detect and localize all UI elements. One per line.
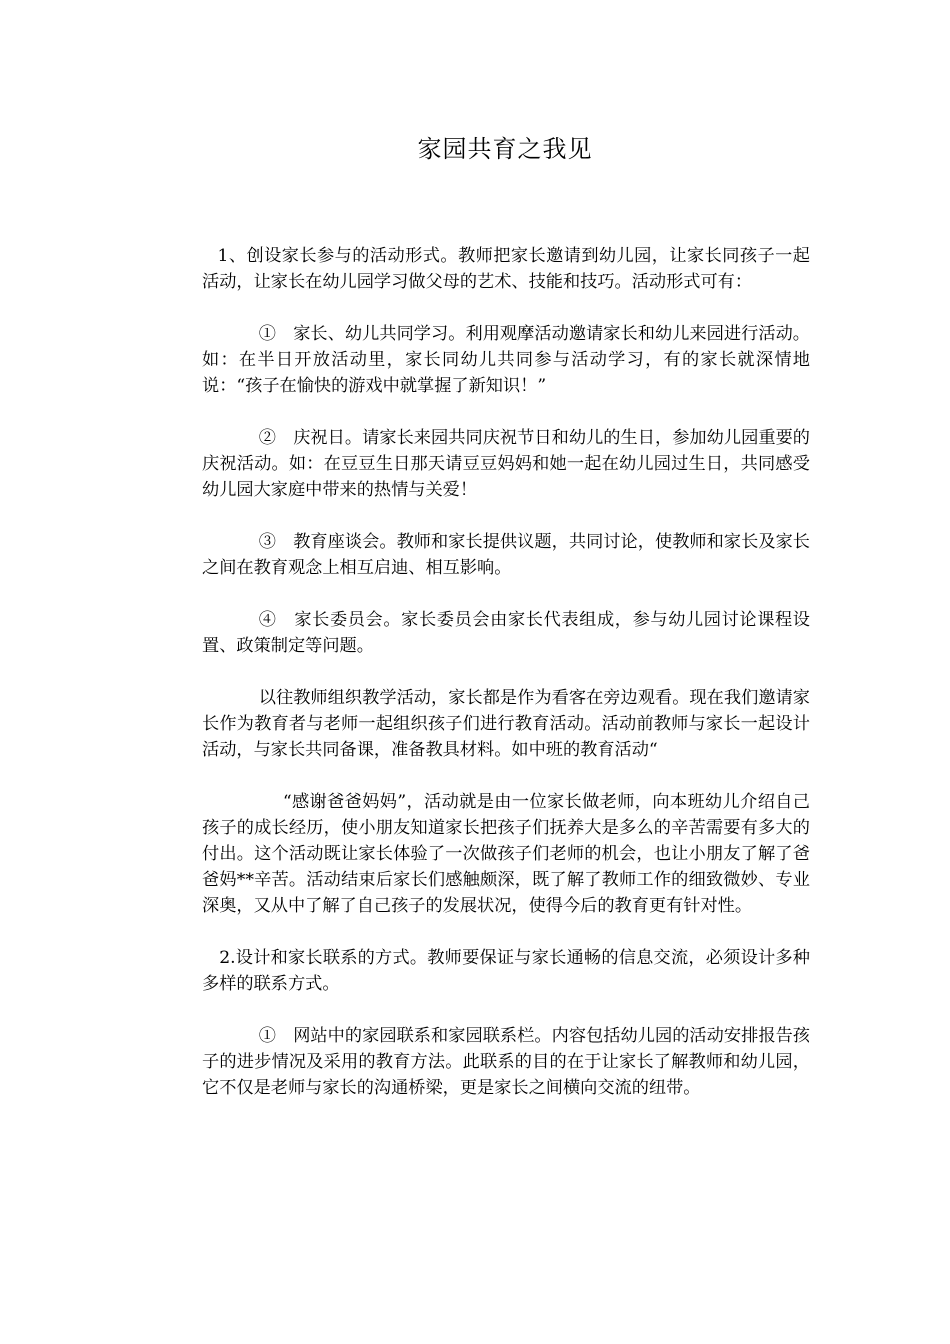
- paragraph-joint-learning: ① 家长、幼儿共同学习。利用观摩活动邀请家长和幼儿来园进行活动。如：在半日开放活动里，家长同幼儿共同参与活动学习，有的家长就深情地说：“孩子在愉快的游戏中就掌握了新知识！”: [202, 324, 810, 396]
- paragraph-thank-parents: “感谢爸爸妈妈”，活动就是由一位家长做老师，向本班幼儿介绍自己孩子的成长经历，使小朋友知道家长把孩子们抚养大是多么的辛苦需要有多大的付出。这个活动既让家长体验了一次做孩子们老师的机会，也让小朋友了解了爸爸妈**辛苦。活动结束后家长们感触颇深，既了解了教师工作的细致微妙、专业深奥，又从中了解了自己孩子的发展状况，使得今后的教育更有针对性。: [202, 792, 810, 916]
- paragraph-contact-methods: 2.设计和家长联系的方式。教师要保证与家长通畅的信息交流，必须设计多种多样的联系方式。: [202, 948, 810, 994]
- paragraph-celebration-day: ② 庆祝日。请家长来园共同庆祝节日和幼儿的生日，参加幼儿园重要的庆祝活动。如：在豆豆生日那天请豆豆妈妈和她一起在幼儿园过生日，共同感受幼儿园大家庭中带来的热情与关爱！: [202, 428, 810, 500]
- paragraph-education-forum: ③ 教育座谈会。教师和家长提供议题，共同讨论，使教师和家长及家长之间在教育观念上相互启迪、相互影响。: [202, 532, 810, 578]
- paragraph-activity-forms: 1、创设家长参与的活动形式。教师把家长邀请到幼儿园，让家长同孩子一起活动，让家长在幼儿园学习做父母的艺术、技能和技巧。活动形式可有：: [202, 246, 810, 292]
- document-body: [202, 243, 810, 1127]
- paragraph-teaching-activities: 以往教师组织教学活动，家长都是作为看客在旁边观看。现在我们邀请家长作为教育者与老师一起组织孩子们进行教育活动。活动前教师与家长一起设计活动，与家长共同备课，准备教具材料。如中班的教育活动“: [202, 688, 810, 760]
- document-title: 家园共育之我见: [417, 135, 593, 163]
- paragraph-website-contact: ① 网站中的家园联系和家园联系栏。内容包括幼儿园的活动安排报告孩子的进步情况及采用的教育方法。此联系的目的在于让家长了解教师和幼儿园，它不仅是老师与家长的沟通桥梁，更是家长之间横向交流的纽带。: [202, 1026, 810, 1098]
- paragraph-parent-committee: ④ 家长委员会。家长委员会由家长代表组成，参与幼儿园讨论课程设置、政策制定等问题。: [202, 610, 810, 656]
